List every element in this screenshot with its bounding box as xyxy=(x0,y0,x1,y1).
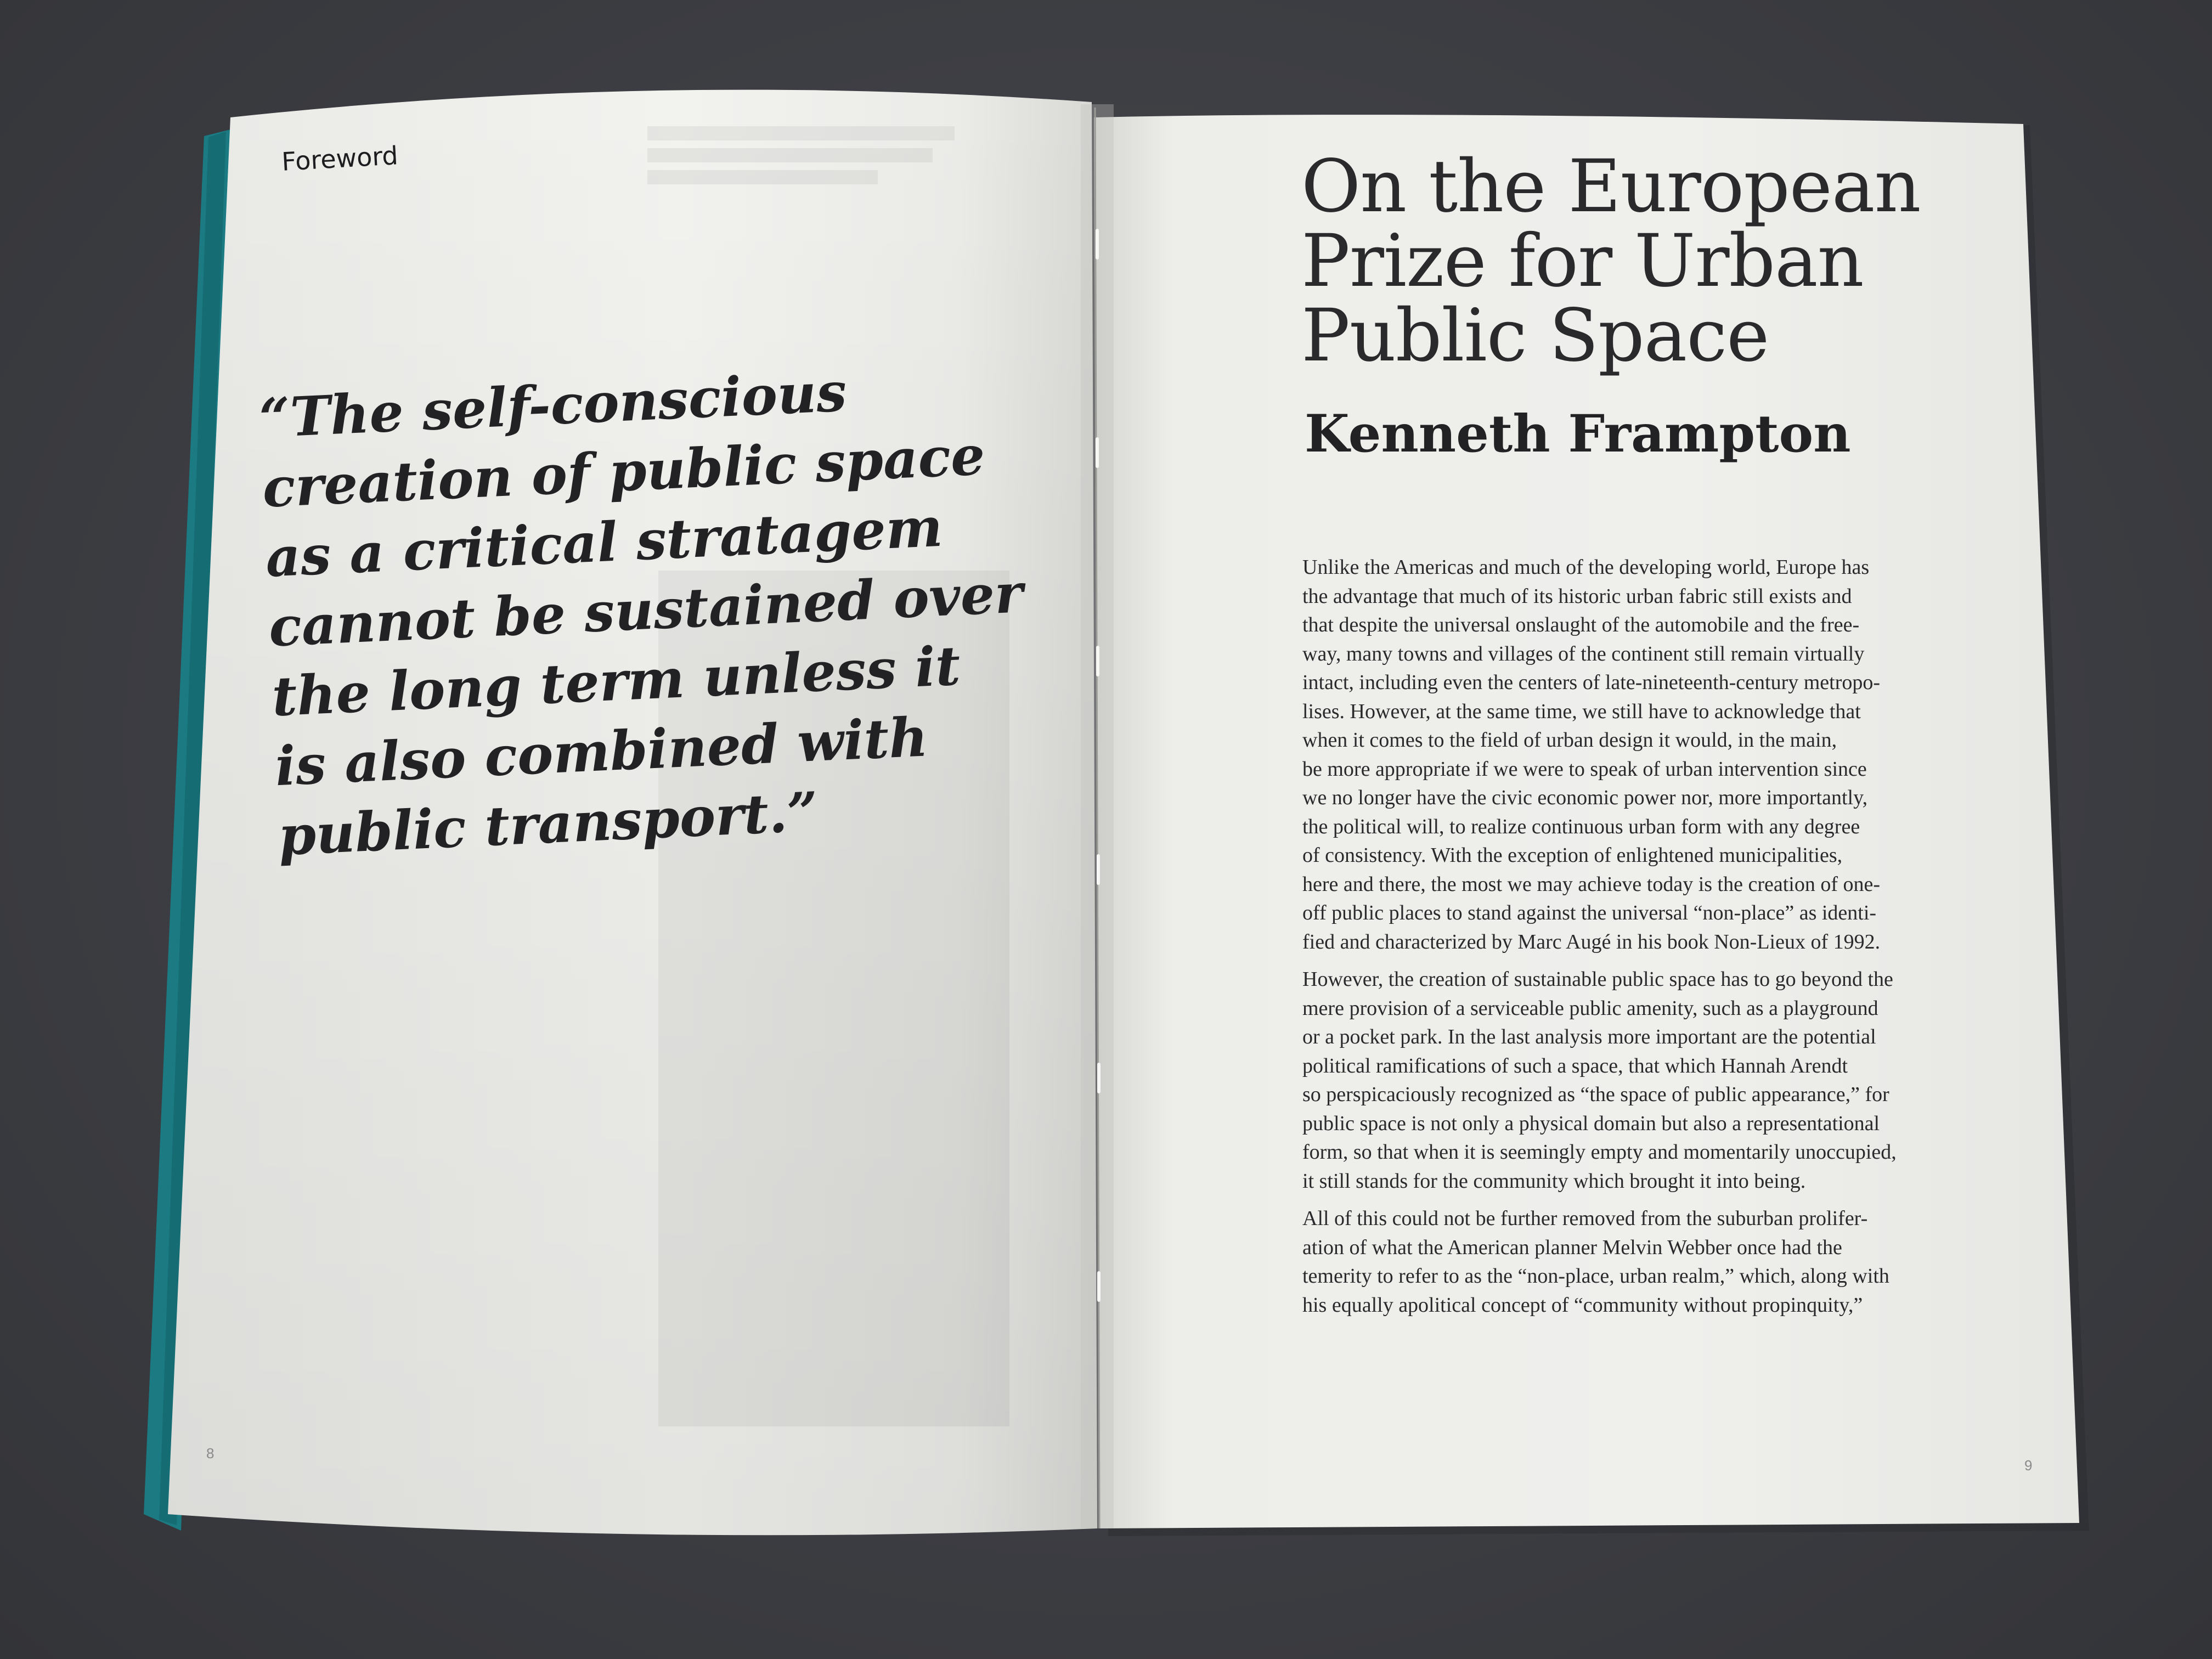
body-line: mere provision of a serviceable public amenity, such as a playground xyxy=(1302,996,1878,1020)
body-paragraph-1 xyxy=(1302,553,2016,956)
page-number-left: 8 xyxy=(206,1445,215,1462)
body-line: of consistency. With the exception of enlightened municipalities, xyxy=(1302,844,1843,867)
body-line: or a pocket park. In the last analysis more important are the potential xyxy=(1302,1025,1876,1048)
body-paragraph-3 xyxy=(1302,1204,2016,1319)
body-line: be more appropriate if we were to speak of urban intervention since xyxy=(1302,757,1867,781)
body-line: that despite the universal onslaught of the automobile and the free- xyxy=(1302,613,1860,636)
article-author: Kenneth Frampton xyxy=(1305,404,1851,464)
pull-quote-line: creation of public space xyxy=(261,424,986,520)
body-line: public space is not only a physical domain but also a representational xyxy=(1302,1111,1880,1135)
body-line: ation of what the American planner Melvin Webber once had the xyxy=(1302,1235,1842,1259)
body-line: the advantage that much of its historic urban fabric still exists and xyxy=(1302,584,1852,608)
title-line: Prize for Urban xyxy=(1301,219,1864,303)
pull-quote-line: the long term unless it xyxy=(270,634,962,729)
title-line: On the European xyxy=(1301,144,1921,229)
body-line: so perspicaciously recognized as “the space of public appearance,” for xyxy=(1302,1083,1889,1106)
body-line: way, many towns and villages of the continent still remain virtually xyxy=(1302,642,1865,665)
pull-quote-line: cannot be sustained over xyxy=(267,562,1024,659)
title-line: Public Space xyxy=(1301,294,1769,378)
body-line: All of this could not be further removed from the suburban prolifer- xyxy=(1302,1207,1868,1230)
body-line: lises. However, at the same time, we still have to acknowledge that xyxy=(1302,699,1861,723)
pull-quote-line: is also combined with xyxy=(274,706,929,799)
article-body xyxy=(1302,553,2016,1328)
body-line: form, so that when it is seemingly empty and momentarily unoccupied, xyxy=(1302,1141,1897,1164)
running-head: Foreword xyxy=(281,140,399,177)
body-line: his equally apolitical concept of “community without propinquity,” xyxy=(1302,1293,1863,1317)
body-line: off public places to stand against the universal “non-place” as identi- xyxy=(1302,901,1877,924)
body-line: fied and characterized by Marc Augé in his book Non-Lieux of 1992. xyxy=(1302,930,1881,953)
body-paragraph-2 xyxy=(1302,965,2016,1195)
pull-quote-line: as a critical stratagem xyxy=(264,495,944,590)
page-number-right: 9 xyxy=(2024,1457,2033,1474)
body-line: here and there, the most we may achieve today is the creation of one- xyxy=(1302,872,1881,896)
body-line: we no longer have the civic economic power nor, more importantly, xyxy=(1302,786,1868,809)
body-line: Unlike the Americas and much of the developing world, Europe has xyxy=(1302,556,1870,579)
pull-quote xyxy=(258,354,1024,872)
body-line: the political will, to realize continuous urban form with any degree xyxy=(1302,815,1860,838)
body-line: it still stands for the community which brought it into being. xyxy=(1302,1169,1806,1193)
body-line: political ramifications of such a space, that which Hannah Arendt xyxy=(1302,1054,1848,1077)
article-title xyxy=(1301,144,1921,378)
pull-quote-line: public transport.” xyxy=(276,780,820,868)
body-line: intact, including even the centers of late-nineteenth-century metropo- xyxy=(1302,671,1881,694)
body-line: when it comes to the field of urban design it would, in the main, xyxy=(1302,729,1837,752)
body-line: temerity to refer to as the “non-place, urban realm,” which, along with xyxy=(1302,1265,1889,1288)
pull-quote-line: “The self-conscious xyxy=(258,360,848,450)
body-line: However, the creation of sustainable public space has to go beyond the xyxy=(1302,968,1893,991)
